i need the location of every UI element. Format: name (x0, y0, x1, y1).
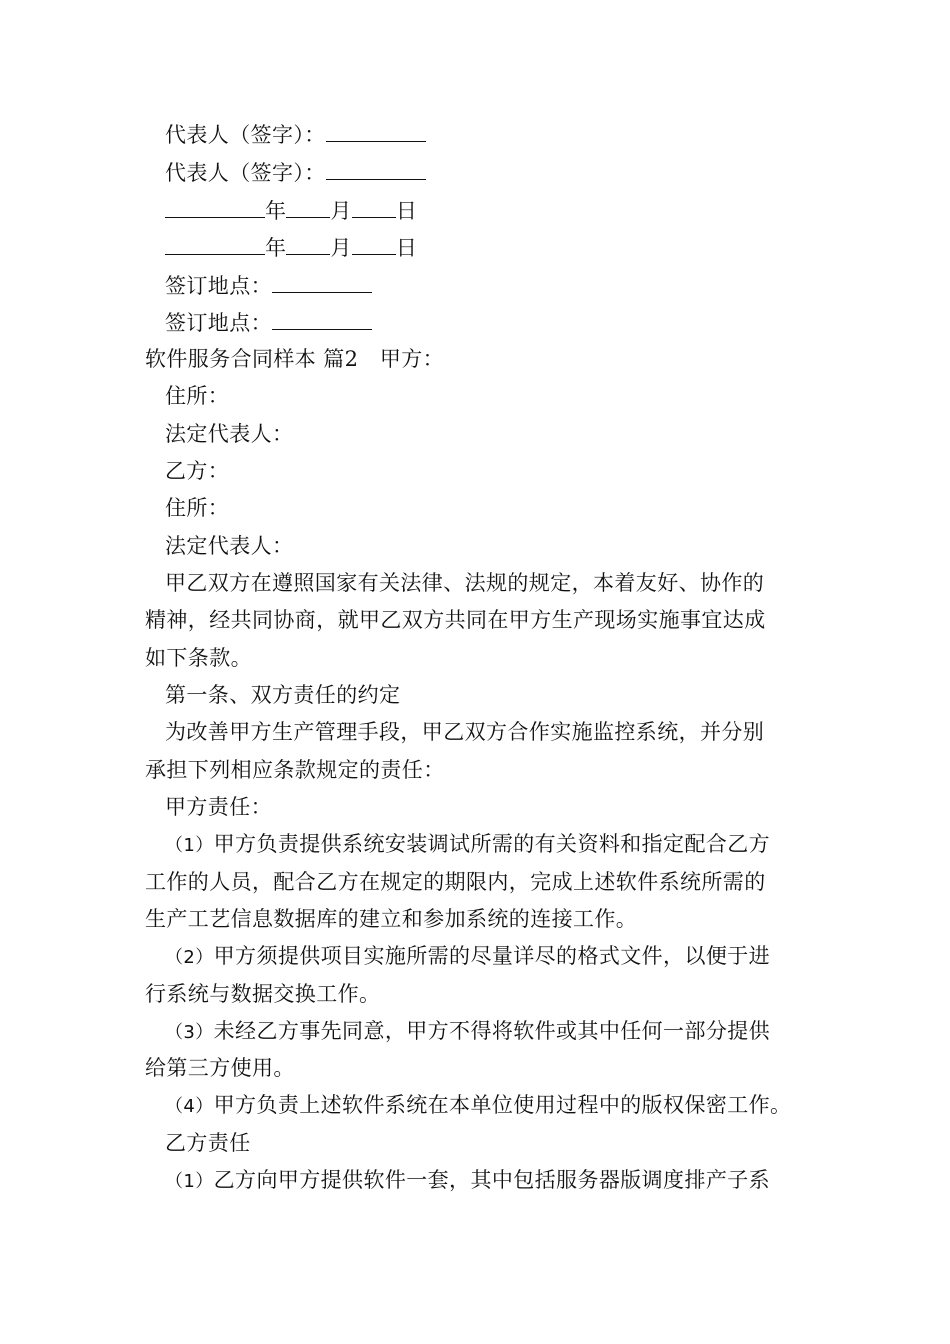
signing-place-line-2 (165, 303, 845, 342)
section-heading: 软件服务合同样本 篇2 甲方： (145, 347, 445, 371)
item-text: 未经乙方事先同意，甲方不得将软件或其中任何一部分提供 (213, 1019, 771, 1043)
signature-blank (326, 115, 426, 142)
month-label: 月 (330, 236, 352, 260)
year-blank (165, 191, 265, 218)
party-a-address: 住所： (165, 384, 230, 408)
article-paragraph-line: 为改善甲方生产管理手段，甲乙双方合作实施监控系统，并分别 (165, 720, 765, 744)
item-text: 甲方须提供项目实施所需的尽量详尽的格式文件，以便于进 (213, 944, 771, 968)
duty-item-b1 (165, 1162, 845, 1200)
signing-place-line-1 (165, 266, 845, 305)
party-b-duty-title: 乙方责任 (165, 1131, 251, 1155)
month-blank (286, 191, 330, 218)
intro-paragraph-line: 精神，经共同协商，就甲乙双方共同在甲方生产现场实施事宜达成 (145, 608, 766, 632)
item-text: 甲方负责提供系统安装调试所需的有关资料和指定配合乙方 (213, 832, 771, 856)
duty-item-a3 (165, 1013, 845, 1051)
signature-blank (326, 153, 426, 180)
representative-signature-line-2 (165, 153, 845, 192)
item-number: （1） (165, 835, 214, 856)
intro-paragraph-line: 如下条款。 (145, 646, 252, 670)
party-b-legal-rep: 法定代表人： (165, 534, 294, 558)
party-a-legal-rep: 法定代表人： (165, 422, 294, 446)
year-blank (165, 228, 265, 255)
date-line-2 (165, 228, 845, 267)
day-label: 日 (395, 199, 418, 223)
signing-place-blank (272, 303, 372, 330)
duty-item-line: 行系统与数据交换工作。 (145, 982, 381, 1006)
duty-item-a4 (165, 1087, 845, 1125)
party-b-address: 住所： (165, 496, 230, 520)
intro-paragraph-line: 甲乙双方在遵照国家有关法律、法规的规定，本着友好、协作的 (165, 571, 765, 595)
item-text: 乙方向甲方提供软件一套，其中包括服务器版调度排产子系 (213, 1168, 771, 1192)
party-b-label: 乙方： (165, 459, 230, 483)
month-blank (286, 228, 330, 255)
item-number: （1） (165, 1171, 214, 1192)
signing-place-label: 签订地点： (165, 274, 272, 298)
representative-label: 代表人（签字）： (165, 123, 326, 147)
signing-place-blank (272, 266, 372, 293)
signing-place-label: 签订地点： (165, 311, 272, 335)
day-label: 日 (395, 236, 418, 260)
representative-signature-line-1 (165, 115, 845, 154)
representative-label: 代表人（签字）： (165, 161, 326, 185)
day-blank (352, 191, 396, 218)
item-text: 甲方负责上述软件系统在本单位使用过程中的版权保密工作。 (213, 1093, 792, 1117)
year-label: 年 (265, 236, 287, 260)
duty-item-line: 工作的人员，配合乙方在规定的期限内，完成上述软件系统所需的 (145, 870, 766, 894)
date-line-1 (165, 191, 845, 230)
duty-item-line: 生产工艺信息数据库的建立和参加系统的连接工作。 (145, 907, 638, 931)
item-number: （4） (165, 1096, 214, 1117)
duty-item-line: 给第三方使用。 (145, 1056, 295, 1080)
day-blank (352, 228, 396, 255)
party-a-duty-title: 甲方责任： (165, 795, 272, 819)
month-label: 月 (330, 199, 352, 223)
duty-item-a1 (165, 826, 845, 864)
article-title: 第一条、双方责任的约定 (165, 683, 401, 707)
duty-item-a2 (165, 938, 845, 976)
item-number: （2） (165, 947, 214, 968)
item-number: （3） (165, 1022, 214, 1043)
article-paragraph-line: 承担下列相应条款规定的责任： (145, 758, 445, 782)
year-label: 年 (265, 199, 287, 223)
